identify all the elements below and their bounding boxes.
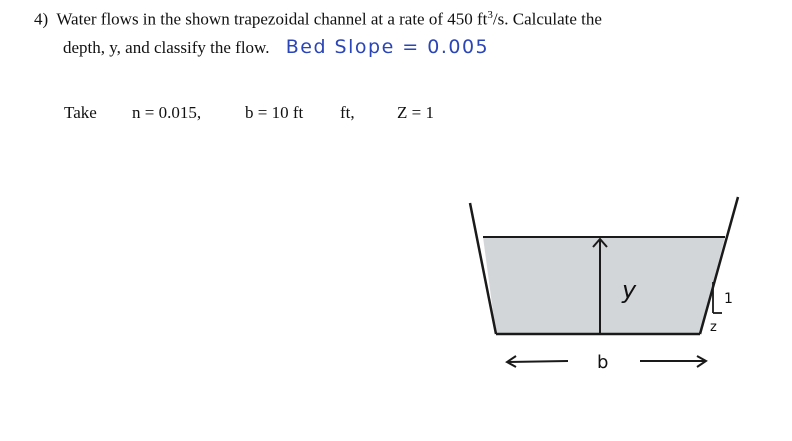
problem-number: 4): [34, 9, 49, 29]
given-ft: ft,: [340, 103, 355, 122]
given-b: b = 10 ft: [245, 103, 304, 122]
given-take: Take: [64, 103, 97, 122]
problem-text-line2: depth, y, and classify the flow.: [63, 38, 270, 57]
handwritten-bed-slope: Bed Slope = 0.005: [285, 36, 490, 58]
given-z: Z = 1: [397, 103, 434, 122]
problem-text-a: Water flows in the shown trapezoidal channel at a rate of 450 ft: [56, 9, 488, 29]
base-arrow-left-shaft: [508, 361, 568, 362]
cubic-superscript: 3: [487, 9, 493, 21]
water-area: [483, 237, 725, 334]
depth-label: y: [622, 276, 637, 304]
side-slope-run-label: z: [710, 320, 717, 335]
problem-text-b: /s. Calculate the: [492, 9, 602, 29]
side-slope-rise-label: 1: [724, 291, 733, 307]
base-label: b: [597, 352, 609, 373]
given-n: n = 0.015,: [132, 103, 202, 122]
